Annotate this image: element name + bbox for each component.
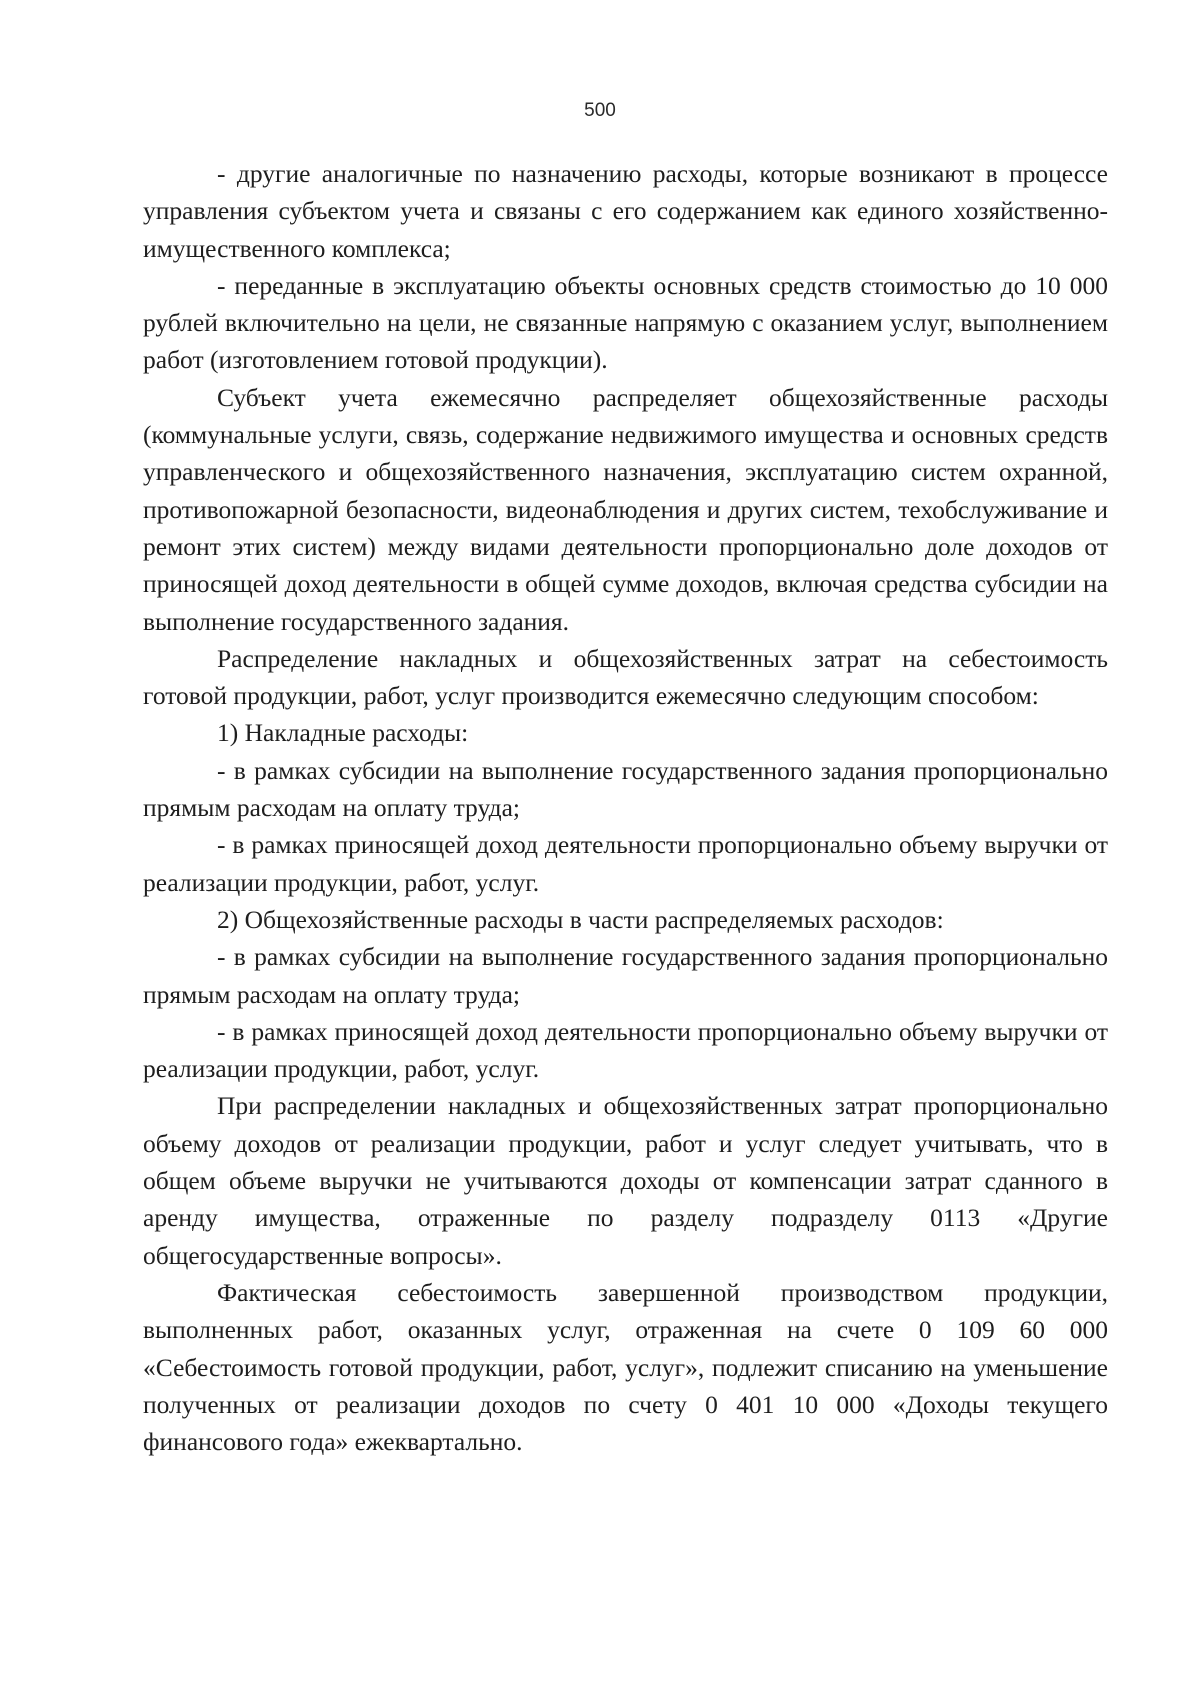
paragraph-overhead-income: - в рамках приносящей доход деятельности пропорционально объему выручки от реализации продукции, работ, услуг.: [143, 830, 1108, 897]
paragraph-general-income: - в рамках приносящей доход деятельности пропорционально объему выручки от реализации продукции, работ, услуг.: [143, 1016, 1108, 1084]
paragraph-overhead-subsidy: - в рамках субсидии на выполнение государственного задания пропорционально прямым расходам на оплату труда;: [143, 755, 1108, 823]
paragraph-general-subsidy: - в рамках субсидии на выполнение государственного задания пропорционально прямым расходам на оплату труда;: [143, 942, 1108, 1009]
paragraph-revenue-exclusion: При распределении накладных и общехозяйственных затрат пропорционально объему доходов от реализации продукции, работ и услуг следует учитывать, что в общем объеме выручки не учитываются доходы от компенсации затрат сданного в аренду имущества, отраженные по разделу подразделу 0113 «Другие общегосударственные вопросы».: [143, 1091, 1108, 1270]
paragraph-fixed-assets: - переданные в эксплуатацию объекты основных средств стоимостью до 10 000 рублей включительно на цели, не связанные напрямую с оказанием услуг, выполнением работ (изготовлением готовой продукции).: [143, 270, 1108, 375]
paragraph-other-similar-expenses: - другие аналогичные по назначению расходы, которые возникают в процессе управления субъектом учета и связаны с его содержанием как единого хозяйственно-имущественного комплекса;: [143, 159, 1108, 263]
paragraph-actual-cost: Фактическая себестоимость завершенной производством продукции, выполненных работ, оказанных услуг, отраженная на счете 0 109 60 000 «Себестоимость готовой продукции, работ, услуг», подлежит списанию на уменьшение полученных от реализации доходов по счету 0 401 10 000 «Доходы текущего финансового года» ежеквартально.: [143, 1277, 1108, 1457]
paragraph-general-heading: 2) Общехозяйственные расходы в части распределяемых расходов:: [217, 904, 944, 934]
page-number: 500: [584, 100, 616, 121]
paragraph-monthly-distribution: Субъект учета ежемесячно распределяет общехозяйственные расходы (коммунальные услуги, связь, содержание недвижимого имущества и основных средств управленческого и общехозяйственного назначения, эксплуатацию систем охранной, противопожарной безопасности, видеонаблюдения и других систем, техобслуживание и ремонт этих систем) между видами деятельности пропорционально доле доходов от приносящей доход деятельности в общей сумме доходов, включая средства субсидии на выполнение государственного задания.: [143, 382, 1108, 636]
paragraph-distribution-method: Распределение накладных и общехозяйственных затрат на себестоимость готовой продукции, работ, услуг производится ежемесячно следующим способом:: [143, 643, 1108, 711]
document-body: [143, 155, 1108, 1460]
paragraph-overhead-heading: 1) Накладные расходы:: [217, 718, 469, 748]
